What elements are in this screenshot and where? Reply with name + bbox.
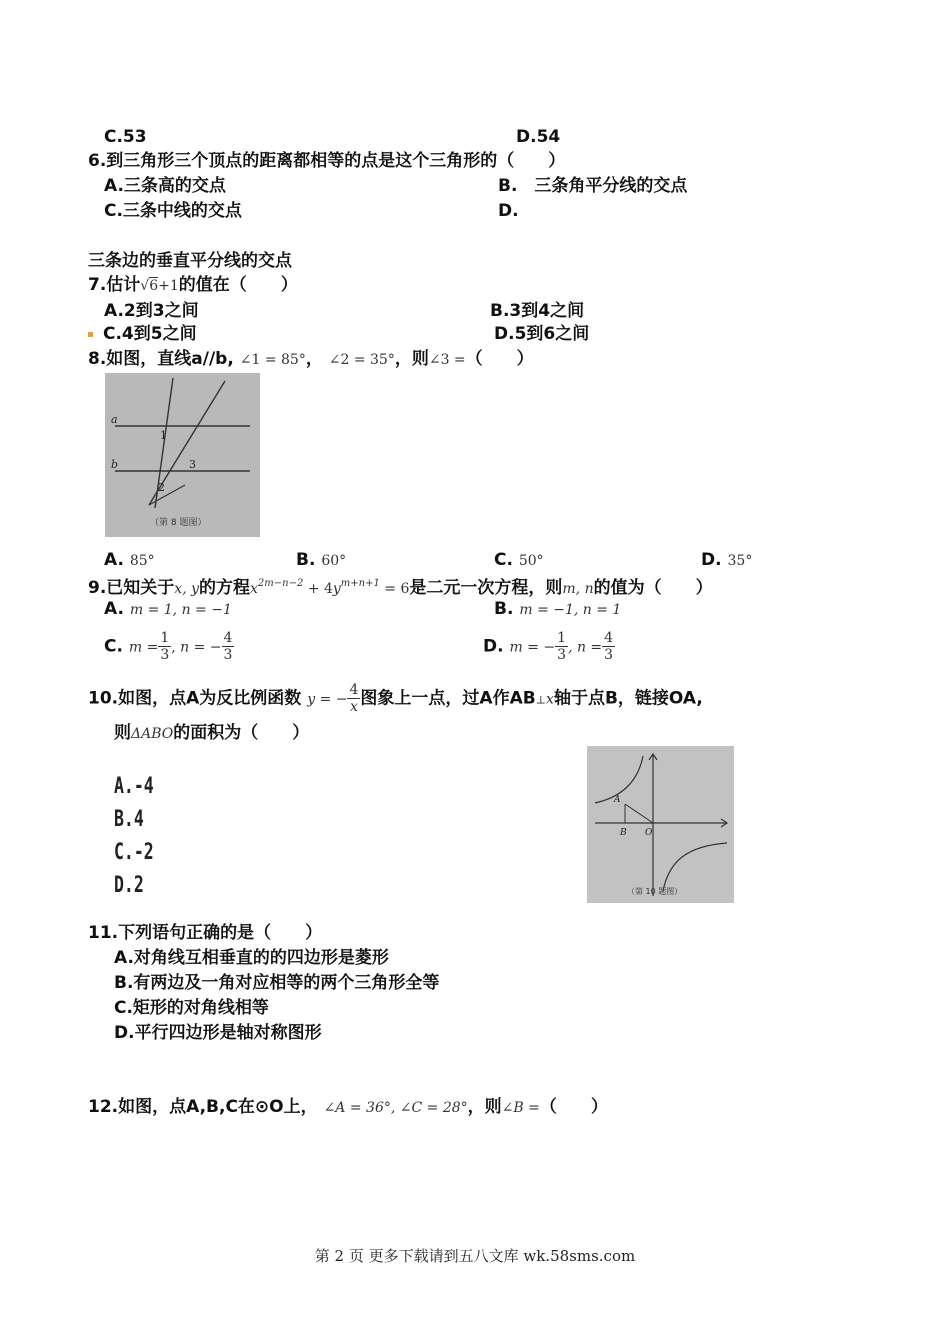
q12-angle-b: ∠B = (501, 1100, 540, 1116)
q7-option-c: C.4到5之间 (103, 324, 197, 344)
q6-stem: 6.到三角形三个顶点的距离都相等的点是这个三角形的（ ） (88, 151, 566, 171)
q9-option-c-frac-n (222, 630, 235, 663)
q10-stem-prefix: 10.如图，点A为反比例函数 (88, 688, 302, 709)
q9-option-c-label: C. (104, 636, 123, 657)
q7-option-c-row (88, 323, 197, 345)
q9-vars-xy: x, y (174, 581, 200, 597)
q11-option-b: B.有两边及一角对应相等的两个三角形全等 (114, 973, 440, 993)
page-footer: 第 2 页 更多下载请到五八文库 wk.58sms.com (314, 1247, 636, 1265)
segment-ao (625, 804, 653, 823)
q10-option-b: B.4 (114, 807, 144, 832)
q9-eq-plus: + 4 (303, 581, 333, 597)
q9-stem-mid: 的方程 (199, 578, 251, 598)
fig-label-2: 2 (158, 481, 165, 494)
q7-stem-prefix: 7.估计 (88, 275, 141, 295)
q8-figure-svg (105, 373, 260, 537)
q9-option-a-label: A. (104, 599, 124, 619)
q12-stem-then: ，则 (467, 1097, 502, 1117)
q5-option-d: D.54 (516, 127, 561, 147)
q10-figure (587, 746, 734, 903)
q8-angle1: ∠1 = 85° (239, 352, 306, 368)
q9-eq-x: x (250, 581, 258, 597)
q9-option-a-value: m = 1, n = −1 (129, 602, 232, 618)
frac-den: 3 (604, 647, 614, 663)
q9-option-c-frac-m (158, 630, 171, 663)
q12-stem-suffix: （ ） (539, 1097, 608, 1117)
q8-option-a-label: A. (104, 550, 124, 570)
q8-figure-caption: （第 8 题图） (150, 518, 207, 528)
frac-num: 1 (160, 630, 170, 646)
q6-option-c: C.三条中线的交点 (104, 201, 242, 221)
q10-option-c: C.-2 (114, 840, 154, 865)
q7-stem (88, 274, 298, 297)
q7-radicand: 6 (149, 278, 159, 294)
q9-option-a (104, 598, 232, 621)
q6-option-d-text: 三条边的垂直平分线的交点 (88, 251, 292, 271)
q6-option-a: A.三条高的交点 (104, 176, 226, 196)
q10-func-frac (347, 682, 360, 715)
q8-stem: 8.如图，直线a//b, ∠1 = 85°， ∠2 = 35°，则∠3 =（ ） (88, 349, 534, 369)
fig-label-o: O (645, 828, 653, 838)
q8-option-c (494, 549, 544, 572)
q11-option-c: C.矩形的对角线相等 (114, 998, 269, 1018)
q11-stem: 11.下列语句正确的是（ ） (88, 923, 323, 943)
q9-stem-suffix: 的值为（ ） (593, 578, 713, 598)
q12-angle-c: , ∠C = 28° (390, 1100, 468, 1116)
q7-plus-one: +1 (158, 278, 179, 294)
q8-angle3: ∠3 = (428, 352, 466, 368)
q10-stem-suffix: 轴于点B，链接OA, (553, 688, 703, 709)
q8-stem-then: ，则 (394, 349, 429, 369)
q9-eq-y: y (332, 581, 341, 597)
q7-option-b: B.3到4之间 (490, 301, 585, 321)
frac-den: 3 (557, 647, 567, 663)
q8-option-d (701, 549, 752, 572)
sqrt-icon: √ (140, 278, 150, 294)
frac-num: 4 (604, 630, 614, 646)
q7-stem-suffix: 的值在（ ） (178, 275, 298, 295)
q8-angle2: ∠2 = 35° (328, 352, 395, 368)
frac-den: 3 (160, 647, 170, 663)
q9-eq-y-exp: m+n+1 (340, 578, 380, 589)
q9-option-d (483, 630, 615, 663)
q12-angle-a: ∠A = 36° (323, 1100, 391, 1116)
q7-option-a: A.2到3之间 (104, 301, 199, 321)
fig-label-1: 1 (160, 429, 167, 442)
q6-option-d: D. (498, 201, 519, 221)
q10-figure-caption: （第 10 题图） (627, 887, 683, 896)
q10-line2 (114, 722, 309, 745)
q10-line2-suffix: 的面积为（ ） (173, 723, 310, 743)
frac-num: 4 (223, 630, 233, 646)
q10-stem (88, 682, 703, 715)
q8-option-b-label: B. (296, 550, 316, 570)
stray-mark-icon (88, 332, 93, 337)
q9-option-c (104, 630, 234, 663)
q11-option-a: A.对角线互相垂直的的四边形是菱形 (114, 948, 389, 968)
q9-option-b-label: B. (494, 599, 514, 619)
q8-option-b-value: 60° (321, 553, 347, 569)
q7-option-d: D.5到6之间 (494, 324, 590, 344)
q9-stem-prefix: 9.已知关于 (88, 578, 175, 598)
q9-option-d-frac-n (602, 630, 615, 663)
q9-option-b (494, 598, 621, 621)
q8-figure (105, 373, 260, 537)
fig-label-3: 3 (189, 458, 196, 471)
q9-option-b-value: m = −1, n = 1 (519, 602, 622, 618)
q11-option-d: D.平行四边形是轴对称图形 (114, 1023, 322, 1043)
q8-option-a-value: 85° (129, 553, 155, 569)
q9-option-c-n: , n = − (171, 639, 222, 656)
q9-option-d-label: D. (483, 636, 504, 657)
frac-num: 1 (557, 630, 567, 646)
frac-den: 3 (223, 647, 233, 663)
fig-label-a: a (111, 413, 118, 426)
q9-stem-mid2: 是二元一次方程，则 (409, 578, 563, 598)
q10-triangle: ΔABO (131, 726, 174, 742)
q8-option-d-value: 35° (727, 553, 753, 569)
q12-stem (88, 1096, 608, 1119)
q12-stem-prefix: 12.如图，点A,B,C在⊙O上， (88, 1097, 318, 1117)
q9-vars-mn: m, n (562, 581, 594, 597)
q8-stem-suffix: （ ） (465, 349, 534, 369)
q8-option-b (296, 549, 346, 572)
q8-option-d-label: D. (701, 550, 722, 570)
q10-perp: ⊥ (535, 693, 547, 707)
q9-option-d-m: m = − (509, 639, 556, 656)
q5-option-c: C.53 (104, 127, 147, 147)
q8-option-c-value: 50° (518, 553, 544, 569)
q10-axis-x: x (546, 691, 554, 708)
q10-stem-mid: 图象上一点，过A作AB (360, 688, 536, 709)
hyperbola-lower-right (663, 843, 727, 891)
q9-stem (88, 573, 713, 600)
q10-option-d: D.2 (114, 873, 144, 898)
q9-option-d-n: , n = (568, 639, 603, 656)
frac-den: x (349, 699, 358, 715)
q10-option-a: A.-4 (114, 774, 154, 799)
q9-option-c-m: m = (128, 639, 159, 656)
fig-label-a: A (614, 795, 621, 805)
fig-label-b: b (111, 458, 119, 471)
q10-func-lhs: y = − (307, 691, 348, 708)
fig-label-b: B (620, 828, 627, 838)
q9-option-d-frac-m (555, 630, 568, 663)
q8-stem-prefix: 8.如图，直线a//b, (88, 349, 234, 369)
q9-eq-rhs: = 6 (379, 581, 410, 597)
q6-option-b: B. 三条角平分线的交点 (498, 176, 688, 196)
q9-eq-x-exp: 2m−n−2 (257, 578, 304, 589)
q10-line2-prefix: 则 (114, 723, 131, 743)
q8-option-c-label: C. (494, 550, 513, 570)
q10-figure-svg (587, 746, 734, 903)
frac-num: 4 (349, 682, 359, 698)
q8-option-a (104, 549, 155, 572)
